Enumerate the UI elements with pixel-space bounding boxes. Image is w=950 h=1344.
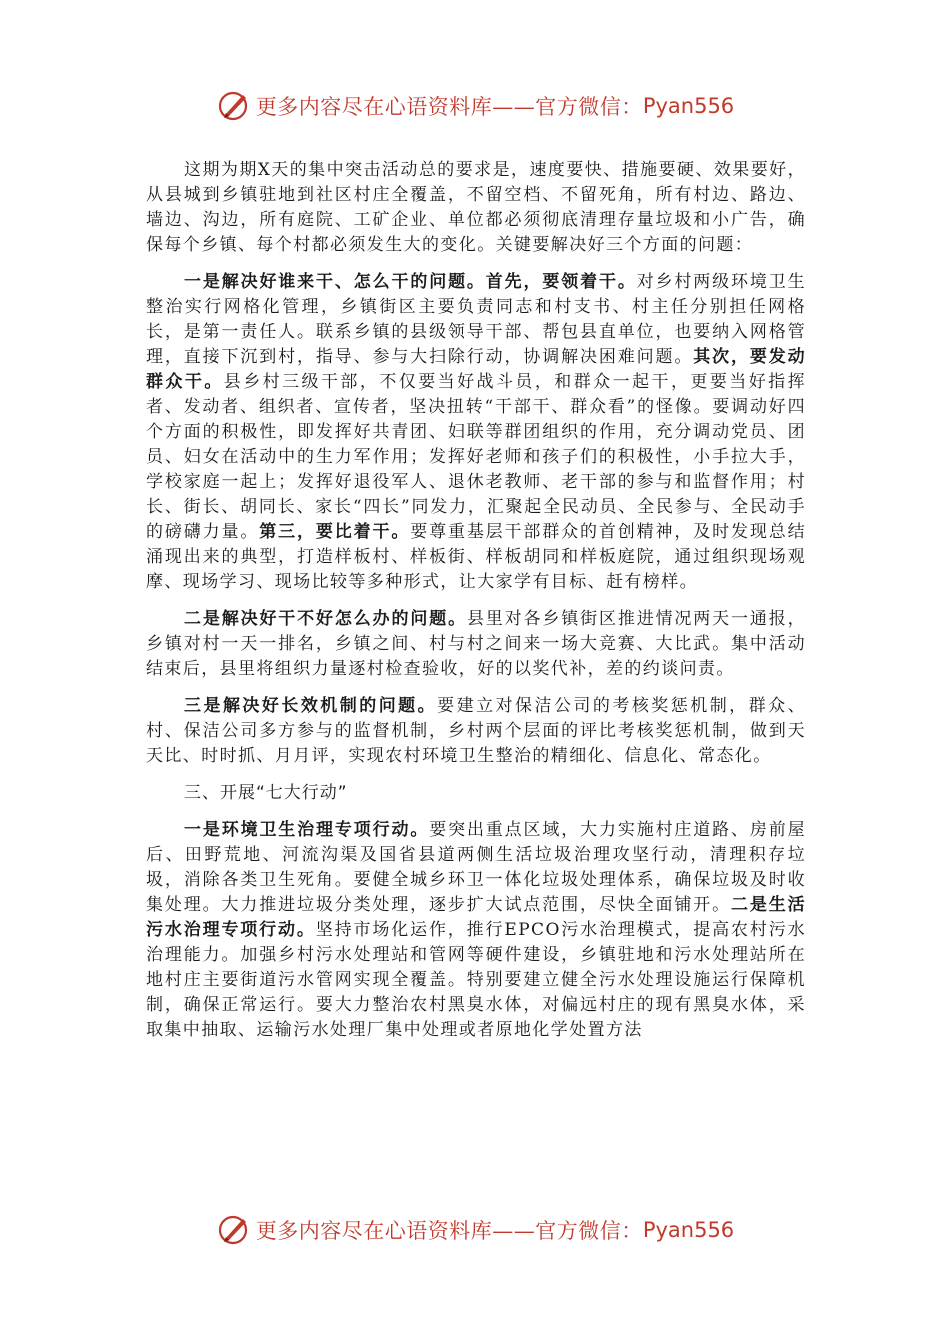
wechat-id: Pyan556	[642, 1218, 735, 1242]
pen-logo-icon	[216, 88, 252, 124]
footer-banner	[0, 1210, 950, 1250]
paragraph-point-one: 一是解决好谁来干、怎么干的问题。首先，要领着干。对乡村两级环境卫生整治实行网格化管理，乡镇街区主要负责同志和村支书、村主任分别担任网格长，是第一责任人。联系乡镇的县级领导干部、帮包县直单位，也要纳入网格管理，直接下沉到村，指导、参与大扫除行动，协调解决困难问题。其次，要发动群众干。县乡村三级干部，不仅要当好战斗员，和群众一起干，更要当好指挥者、发动者、组织者、宣传者，坚决扭转“干部干、群众看”的怪像。要调动好四个方面的积极性，即发挥好共青团、妇联等群团组织的作用，充分调动党员、团员、妇女在活动中的生力军作用；发挥好老师和孩子们的积极性，小手拉大手，学校家庭一起上；发挥好退役军人、退休老教师、老干部的参与和监督作用；村长、街长、胡同长、家长“四长”同发力，汇聚起全民动员、全民参与、全民动手的磅礴力量。第三，要比着干。要尊重基层干部群众的首创精神，及时发现总结涌现出来的典型，打造样板村、样板街、样板胡同和样板庭院，通过组织现场观摩、现场学习、现场比较等多种形式，让大家学有目标、赶有榜样。	[146, 272, 807, 592]
header-banner	[0, 86, 950, 126]
banner-text: 更多内容尽在心语资料库——官方微信：	[255, 95, 643, 119]
section-heading-three: 三、开展“七大行动”	[184, 783, 348, 803]
document-body	[146, 158, 806, 1043]
wechat-id: Pyan556	[642, 94, 735, 118]
paragraph-point-two: 二是解决好干不好怎么办的问题。县里对各乡镇街区推进情况两天一通报，乡镇对村一天一排名，乡镇之间、村与村之间来一场大竞赛、大比武。集中活动结束后，县里将组织力量逐村检查验收，好的以奖代补，差的约谈问责。	[146, 609, 806, 679]
paragraph-point-three: 三是解决好长效机制的问题。要建立对保洁公司的考核奖惩机制，群众、村、保洁公司多方参与的监督机制，乡村两个层面的评比考核奖惩机制，做到天天比、时时抓、月月评，实现农村环境卫生整治的精细化、信息化、常态化。	[146, 696, 806, 766]
paragraph-requirements: 这期为期X天的集中突击活动总的要求是，速度要快、措施要硬、效果要好，从县城到乡镇驻地到社区村庄全覆盖，不留空档、不留死角，所有村边、路边、墙边、沟边，所有庭院、工矿企业、单位都必须彻底清理存量垃圾和小广告，确保每个乡镇、每个村都必须发生大的变化。关键要解决好三个方面的问题：	[146, 160, 806, 255]
banner-text: 更多内容尽在心语资料库——官方微信：	[255, 1219, 643, 1243]
paragraph-seven-actions: 一是环境卫生治理专项行动。要突出重点区域，大力实施村庄道路、房前屋后、田野荒地、河流沟渠及国省县道两侧生活垃圾治理攻坚行动，清理积存垃圾，消除各类卫生死角。要健全城乡环卫一体化垃圾处理体系，确保垃圾及时收集处理。大力推进垃圾分类处理，逐步扩大试点范围，尽快全面铺开。二是生活污水治理专项行动。坚持市场化运作，推行EPCO污水治理模式，提高农村污水治理能力。加强乡村污水处理站和管网等硬件建设，乡镇驻地和污水处理站所在地村庄主要街道污水管网实现全覆盖。特别要建立健全污水处理设施运行保障机制，确保正常运行。要大力整治农村黑臭水体，对偏远村庄的现有黑臭水体，采取集中抽取、运输污水处理厂集中处理或者原地化学处置方法	[146, 820, 807, 1040]
pen-logo-icon	[216, 1212, 252, 1248]
